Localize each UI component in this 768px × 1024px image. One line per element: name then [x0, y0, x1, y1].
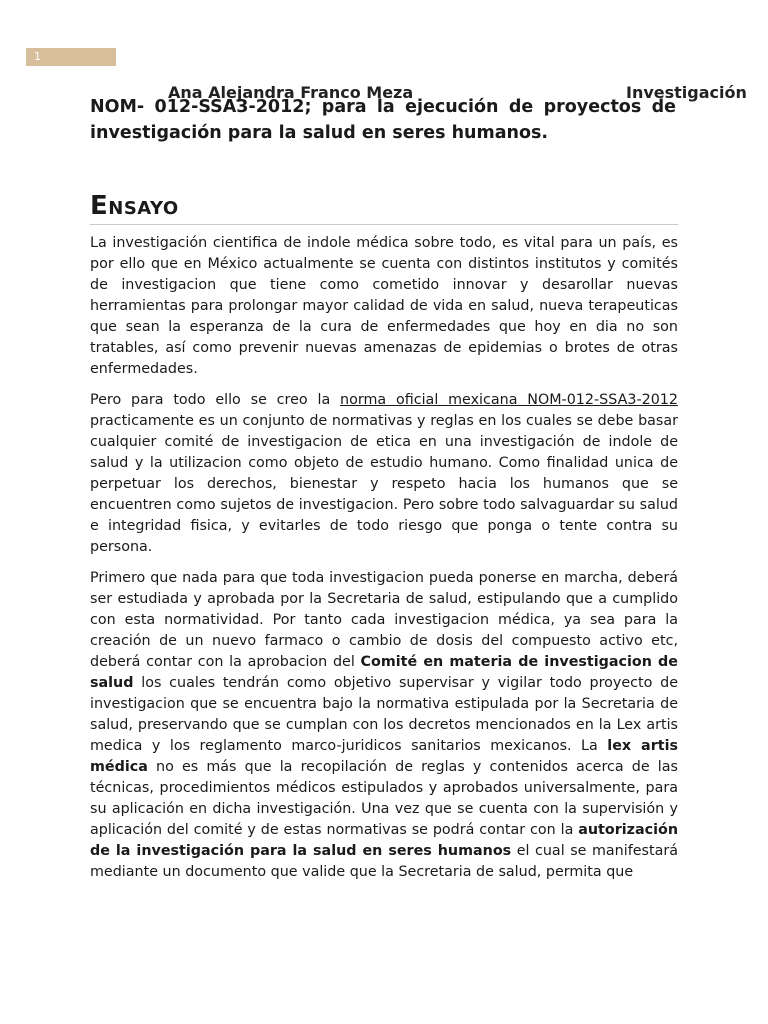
text-run: los cuales tendrán como objetivo supervisar y vigilar todo proyecto de investigacion que se encuentra bajo la normativa estipulada por la Secretaria de salud, preservando que se cumplan con los decretos mencionados en la Lex artis medica y los reglamento marco-juridicos sanitarios mexicanos. La	[90, 675, 678, 754]
header-subject: Investigación	[626, 83, 747, 102]
bold-term: autorización de la investigación para la salud en seres humanos	[90, 822, 678, 859]
text-run: practicamente es un conjunto de normativas y reglas en los cuales se debe basar cualquier comité de investigacion de etica en una investigación de indole de salud y la utilizacion como objeto de estudio humano. Como finalidad unica de perpetuar los derechos, bienestar y respeto hacia los humanos que se encuentren como sujetos de investigacion. Pero sobre todo salvaguardar su salud e integridad fisica, y evitarles de todo riesgo que ponga o tente contra su persona.	[90, 413, 678, 555]
text-run: Primero que nada para que toda investigacion pueda ponerse en marcha, deberá ser estudiada y aprobada por la Secretaria de salud, estipulando que a cumplido con esta normatividad. Por tanto cada investigacion médica, ya sea para la creación de un nuevo farmaco o cambio de dosis del compuesto activo etc, deberá contar con la aprobacion del	[90, 570, 678, 670]
document-title: NOM- 012-SSA3-2012; para la ejecución de proyectos de investigación para la salud en seres humanos.	[90, 97, 676, 143]
norm-reference-link[interactable]: norma oficial mexicana NOM-012-SSA3-2012	[340, 392, 678, 408]
bold-term: Comité en materia de investigacion de salud	[90, 654, 678, 691]
paragraph-3	[90, 568, 678, 883]
page-number-badge: 1	[26, 48, 116, 66]
essay-body	[90, 233, 678, 893]
text-run: Pero para todo ello se creo la	[90, 392, 341, 408]
bold-term: lex artis médica	[90, 738, 678, 775]
text-run: no es más que la recopilación de reglas y contenidos acerca de las técnicas, procedimientos médicos estipulados y aprobados universalmente, para su aplicación en dicha investigación. Una vez que se cuenta con la supervisión y aplicación del comité y de estas normativas se podrá contar con la	[90, 759, 678, 838]
paragraph-1: La investigación cientifica de indole médica sobre todo, es vital para un país, es por ello que en México actualmente se cuenta con distintos institutos y comités de investigacion que tiene como cometido innovar y desarollar nuevas herramientas para prolongar mayor calidad de vida en salud, nueva terapeuticas que sean la esperanza de la cura de enfermedades que hoy en dia no son tratables, así como prevenir nuevas amenazas de epidemias o brotes de otras enfermedades.	[90, 235, 678, 377]
header-author: Ana Alejandra Franco Meza	[168, 83, 414, 102]
section-heading: Ensayo	[90, 190, 678, 225]
paragraph-2	[90, 390, 678, 558]
text-run: el cual se manifestará mediante un documento que valide que la Secretaria de salud, permita que	[90, 843, 678, 880]
